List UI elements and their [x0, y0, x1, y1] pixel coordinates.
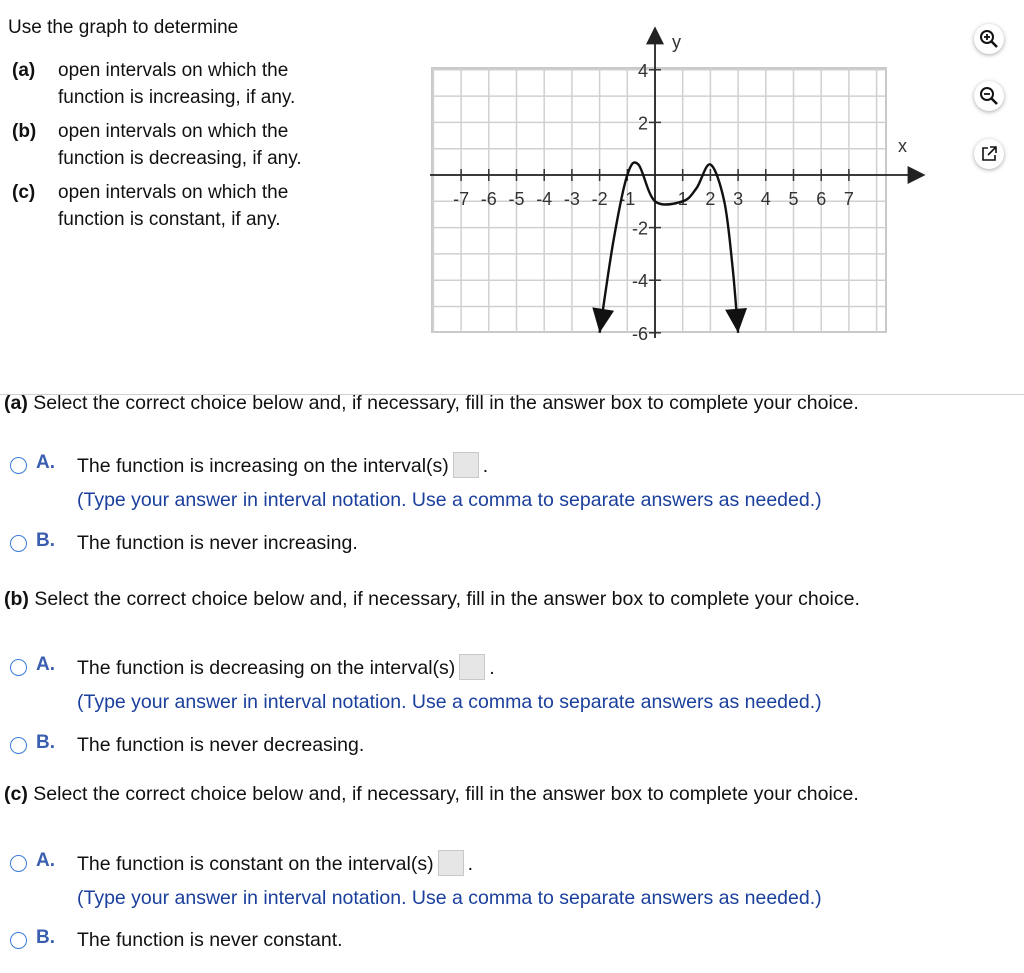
question-c-line2: function is constant, if any. [58, 209, 281, 230]
part-c-choice-a-letter: A. [36, 850, 55, 871]
y-tick-label: -2 [631, 218, 648, 239]
y-tick-label: 2 [637, 113, 648, 134]
question-b-label: (b) [12, 121, 37, 142]
part-b-answer-box[interactable] [459, 654, 485, 680]
x-tick-label: -5 [508, 189, 525, 209]
zoom-out-icon [979, 86, 999, 106]
part-c-answer-box[interactable] [438, 850, 464, 876]
question-a-line2: function is increasing, if any. [58, 87, 296, 108]
part-b-choice-b-text: The function is never decreasing. [77, 734, 365, 756]
x-tick-label: 7 [843, 189, 854, 209]
curve-right-arrow [725, 308, 747, 333]
part-b-choice-b-radio[interactable] [10, 737, 27, 754]
part-b-choice-b-letter: B. [36, 732, 55, 753]
question-c-line1: open intervals on which the [58, 182, 289, 203]
x-tick-label: -4 [536, 189, 553, 209]
x-tick-label: 2 [705, 189, 716, 209]
part-b-hint: (Type your answer in interval notation. Use a comma to separate answers as needed.) [77, 691, 822, 713]
function-graph [0, 0, 1024, 360]
part-c-choice-b-radio[interactable] [10, 932, 27, 949]
x-tick-label: 6 [816, 189, 827, 209]
x-tick-label: -6 [480, 189, 497, 209]
part-a-choice-a-text: The function is increasing on the interval(s) [77, 455, 449, 478]
part-c-choice-b-letter: B. [36, 927, 55, 948]
x-tick-label: -2 [591, 189, 608, 209]
zoom-in-icon [979, 29, 999, 49]
part-c-hint: (Type your answer in interval notation. Use a comma to separate answers as needed.) [77, 887, 822, 909]
part-b-choice-a-radio[interactable] [10, 659, 27, 676]
zoom-out-button[interactable] [974, 81, 1004, 111]
part-a-label: (a) [4, 392, 28, 414]
part-a-answer-box[interactable] [453, 452, 479, 478]
x-tick-label: -1 [619, 189, 636, 209]
part-a-choice-a-radio[interactable] [10, 457, 27, 474]
part-a-choice-b-letter: B. [36, 530, 55, 551]
x-tick-label: -3 [563, 189, 580, 209]
x-axis-label: x [898, 136, 907, 156]
intro-text: Use the graph to determine [8, 17, 239, 38]
x-tick-label: 1 [677, 189, 688, 209]
question-b-line1: open intervals on which the [58, 121, 289, 142]
x-tick-label: -7 [453, 189, 470, 209]
y-tick-label: -6 [631, 323, 648, 344]
y-tick-label: -4 [631, 271, 648, 292]
part-b-period: . [489, 657, 495, 680]
question-c-label: (c) [12, 182, 36, 203]
part-a-period: . [482, 455, 489, 478]
part-c-label: (c) [4, 783, 28, 805]
part-c-instruction [4, 783, 859, 806]
part-a-instruction [4, 392, 859, 415]
part-c-text: Select the correct choice below and, if necessary, fill in the answer box to complete your choice. [33, 783, 859, 805]
y-axis-label: y [672, 32, 681, 52]
part-a-hint: (Type your answer in interval notation. Use a comma to separate answers as needed.) [77, 489, 822, 511]
part-b-choice-a-letter: A. [36, 654, 55, 675]
part-c-period: . [467, 853, 474, 876]
y-tick-label: 4 [637, 60, 648, 81]
question-b-line2: function is decreasing, if any. [58, 148, 302, 169]
part-a-choice-b-text: The function is never increasing. [77, 532, 358, 554]
x-tick-label: 3 [733, 189, 744, 209]
part-a-text: Select the correct choice below and, if necessary, fill in the answer box to complete your choice. [33, 392, 859, 414]
part-a-choice-b-radio[interactable] [10, 535, 27, 552]
curve-left-arrow [592, 307, 614, 332]
part-c-choice-a-text: The function is constant on the interval(s) [77, 853, 434, 876]
zoom-in-button[interactable] [974, 24, 1004, 54]
part-c-choice-b-text: The function is never constant. [77, 929, 343, 951]
part-c-choice-a-radio[interactable] [10, 855, 27, 872]
question-a-label: (a) [12, 60, 36, 81]
question-a-line1: open intervals on which the [58, 60, 289, 81]
x-tick-label: 5 [788, 189, 799, 209]
popout-button[interactable] [974, 139, 1004, 169]
part-b-instruction [4, 588, 860, 611]
part-a-choice-a-letter: A. [36, 452, 55, 473]
x-tick-label: 4 [760, 189, 771, 209]
part-b-label: (b) [4, 588, 29, 610]
part-b-choice-a-text: The function is decreasing on the interval(s) [77, 657, 456, 680]
part-b-text: Select the correct choice below and, if necessary, fill in the answer box to complete your choice. [34, 588, 860, 610]
popout-icon [980, 145, 998, 163]
